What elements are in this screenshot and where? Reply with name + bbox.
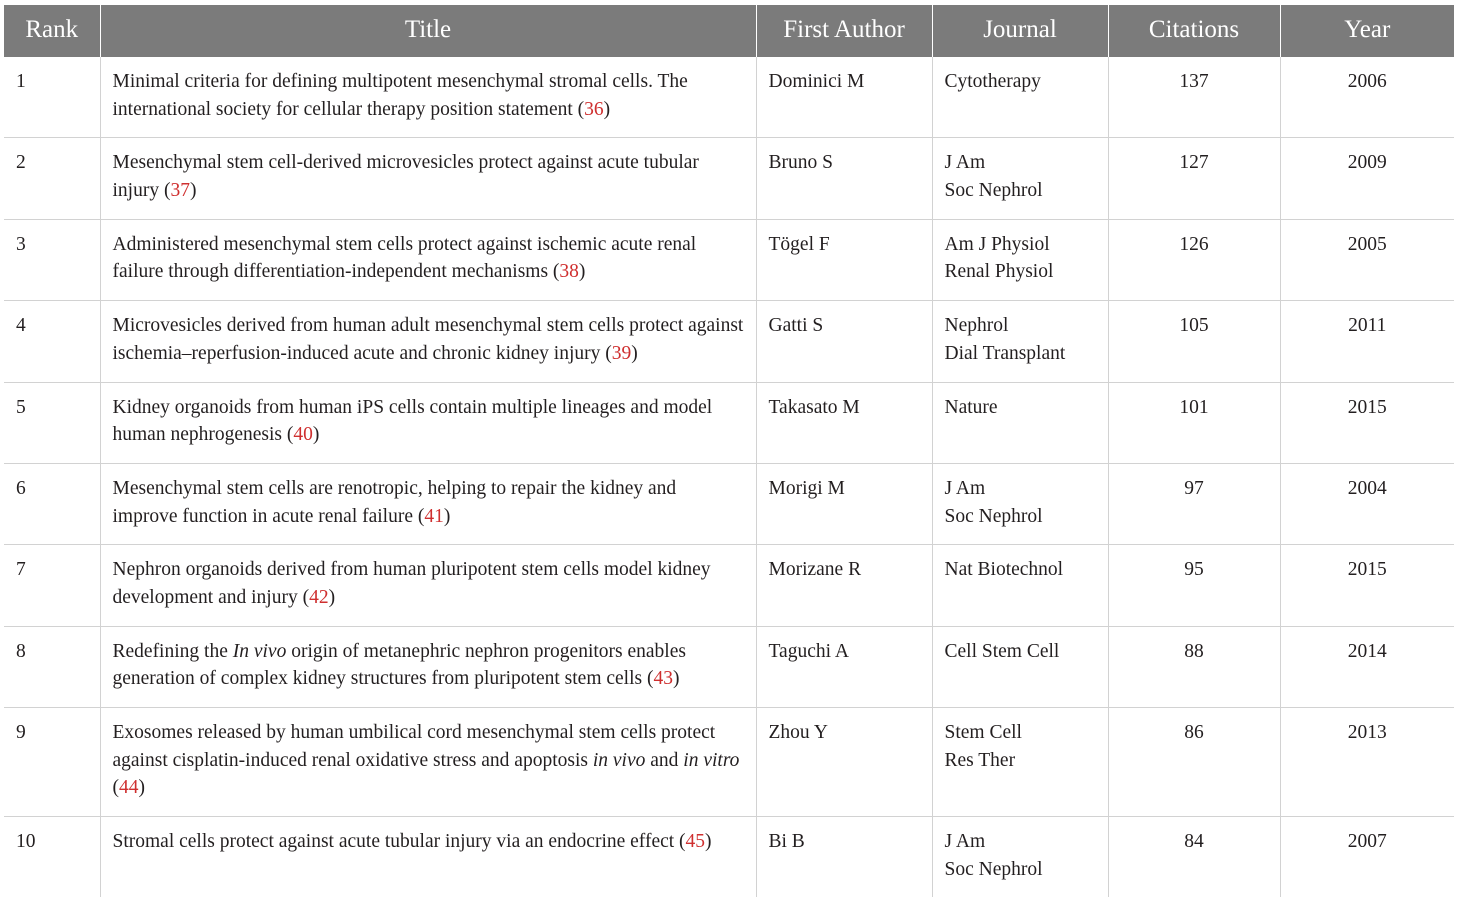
cell-title	[100, 817, 756, 897]
reference-link[interactable]: 45	[685, 831, 706, 853]
title-text: and	[645, 749, 684, 771]
reference-link[interactable]: 40	[293, 424, 313, 446]
cell-journal	[932, 138, 1108, 219]
cell-year: 2014	[1280, 626, 1454, 707]
column-header-rank: Rank	[4, 5, 100, 57]
cell-title	[100, 219, 756, 300]
reference-link[interactable]: 37	[170, 180, 190, 202]
cell-rank: 10	[4, 817, 100, 897]
table-row	[4, 817, 1454, 897]
table-row	[4, 219, 1454, 300]
column-header-title: Title	[100, 5, 756, 57]
cell-rank: 9	[4, 708, 100, 817]
cell-year: 2009	[1280, 138, 1454, 219]
cell-rank: 6	[4, 463, 100, 544]
title-text: Administered mesenchymal stem cells protect against ischemic acute renal failure through differentiation-independent mechanisms (	[112, 233, 697, 283]
publications-table-container	[4, 5, 1458, 897]
journal-line: Soc Nephrol	[944, 858, 1043, 880]
cell-first-author: Bruno S	[756, 138, 932, 219]
cell-citations: 86	[1108, 708, 1280, 817]
cell-title	[100, 708, 756, 817]
cell-citations: 88	[1108, 626, 1280, 707]
top-cited-publications-table	[4, 5, 1454, 897]
reference-link[interactable]: 42	[309, 586, 329, 608]
cell-citations: 84	[1108, 817, 1280, 897]
cell-rank: 2	[4, 138, 100, 219]
journal-line: Nat Biotechnol	[944, 559, 1064, 581]
table-row	[4, 301, 1454, 382]
title-text: )	[312, 424, 320, 446]
title-text: )	[443, 505, 451, 527]
journal-line: Cytotherapy	[944, 71, 1041, 92]
cell-journal	[932, 463, 1108, 544]
cell-journal	[932, 301, 1108, 382]
table-row	[4, 708, 1454, 817]
cell-citations: 127	[1108, 138, 1280, 219]
journal-line: Renal Physiol	[944, 261, 1054, 283]
cell-rank: 1	[4, 57, 100, 138]
title-text: Minimal criteria for defining multipotent mesenchymal stromal cells. The international society for cellular therapy position statement (	[112, 71, 688, 120]
cell-year: 2015	[1280, 545, 1454, 626]
title-text: )	[138, 777, 145, 799]
reference-link[interactable]: 36	[584, 98, 604, 120]
table-row	[4, 545, 1454, 626]
cell-title	[100, 463, 756, 544]
cell-first-author: Bi B	[756, 817, 932, 897]
cell-citations: 97	[1108, 463, 1280, 544]
title-text: )	[328, 586, 336, 608]
cell-journal	[932, 626, 1108, 707]
cell-first-author: Dominici M	[756, 57, 932, 138]
column-header-citations: Citations	[1108, 5, 1280, 57]
journal-line: Stem Cell	[944, 722, 1022, 743]
cell-title	[100, 382, 756, 463]
journal-line: Soc Nephrol	[944, 505, 1043, 527]
cell-title	[100, 626, 756, 707]
cell-journal	[932, 708, 1108, 817]
cell-first-author: Morigi M	[756, 463, 932, 544]
title-text: Stromal cells protect against acute tubular injury via an endocrine effect (	[112, 831, 686, 853]
cell-year: 2004	[1280, 463, 1454, 544]
title-text: origin of metanephric nephron progenitors enables generation of complex kidney structures from pluripotent stem cells (	[112, 640, 686, 690]
cell-journal	[932, 382, 1108, 463]
cell-journal	[932, 57, 1108, 138]
journal-line: Am J Physiol	[944, 233, 1050, 255]
journal-line: J Am	[944, 477, 986, 499]
reference-link[interactable]: 44	[119, 777, 139, 799]
cell-year: 2011	[1280, 301, 1454, 382]
reference-link[interactable]: 43	[653, 668, 673, 690]
cell-year: 2013	[1280, 708, 1454, 817]
cell-rank: 4	[4, 301, 100, 382]
column-header-year: Year	[1280, 5, 1454, 57]
title-text: Nephron organoids derived from human pluripotent stem cells model kidney development and injury (	[112, 559, 711, 608]
cell-rank: 8	[4, 626, 100, 707]
table-header	[4, 5, 1454, 57]
cell-journal	[932, 817, 1108, 897]
title-text: Mesenchymal stem cell-derived microvesicles protect against acute tubular injury (	[112, 152, 699, 202]
title-text: )	[189, 180, 197, 202]
cell-citations: 105	[1108, 301, 1280, 382]
title-italic-text: in vivo	[592, 749, 646, 771]
title-text: )	[631, 342, 638, 364]
cell-first-author: Tögel F	[756, 219, 932, 300]
title-text: Mesenchymal stem cells are renotropic, helping to repair the kidney and improve function in acute renal failure (	[112, 477, 677, 527]
table-row	[4, 382, 1454, 463]
cell-first-author: Gatti S	[756, 301, 932, 382]
title-text: )	[603, 98, 611, 120]
journal-line: Soc Nephrol	[944, 180, 1043, 202]
journal-line: Nature	[944, 396, 998, 418]
cell-first-author: Takasato M	[756, 382, 932, 463]
table-header-row	[4, 5, 1454, 57]
cell-title	[100, 138, 756, 219]
title-text: (	[112, 777, 119, 799]
table-row	[4, 463, 1454, 544]
reference-link[interactable]: 39	[611, 342, 632, 364]
title-text: )	[705, 831, 712, 853]
cell-rank: 5	[4, 382, 100, 463]
table-row	[4, 626, 1454, 707]
journal-line: Res Ther	[944, 749, 1016, 771]
table-row	[4, 57, 1454, 138]
cell-journal	[932, 219, 1108, 300]
journal-line: Cell Stem Cell	[944, 640, 1060, 662]
cell-citations: 95	[1108, 545, 1280, 626]
journal-line: Nephrol	[944, 315, 1009, 337]
cell-title	[100, 57, 756, 138]
table-body	[4, 57, 1454, 897]
cell-title	[100, 301, 756, 382]
cell-rank: 3	[4, 219, 100, 300]
cell-year: 2007	[1347, 831, 1387, 853]
title-text: Microvesicles derived from human adult mesenchymal stem cells protect against ischemia–reperfusion-induced acute and chronic kidney injury (	[112, 315, 744, 364]
cell-year: 2005	[1280, 219, 1454, 300]
column-header-journal: Journal	[932, 5, 1108, 57]
cell-citations: 101	[1108, 382, 1280, 463]
title-text: Exosomes released by human umbilical cord mesenchymal stem cells protect against cisplatin-induced renal oxidative stress and apoptosis	[112, 722, 716, 771]
cell-journal	[932, 545, 1108, 626]
cell-year: 2006	[1280, 57, 1454, 138]
cell-first-author: Zhou Y	[756, 708, 932, 817]
table-row	[4, 138, 1454, 219]
title-italic-text: in vitro	[683, 749, 740, 771]
column-header-first-author: First Author	[756, 5, 932, 57]
cell-citations: 137	[1108, 57, 1280, 138]
cell-rank: 7	[4, 545, 100, 626]
title-text: Kidney organoids from human iPS cells contain multiple lineages and model human nephrogenesis (	[112, 396, 713, 446]
cell-first-author: Taguchi A	[756, 626, 932, 707]
cell-year: 2015	[1280, 382, 1454, 463]
title-text: Redefining the	[112, 640, 233, 662]
journal-line: J Am	[944, 152, 986, 174]
journal-line: Dial Transplant	[944, 342, 1066, 364]
cell-citations: 126	[1108, 219, 1280, 300]
cell-first-author: Morizane R	[756, 545, 932, 626]
title-text: )	[672, 668, 680, 690]
reference-link[interactable]: 38	[559, 261, 579, 283]
title-italic-text: In vivo	[232, 640, 287, 662]
title-text: )	[578, 261, 586, 283]
journal-line: J Am	[944, 831, 986, 853]
reference-link[interactable]: 41	[424, 505, 444, 527]
cell-title	[100, 545, 756, 626]
